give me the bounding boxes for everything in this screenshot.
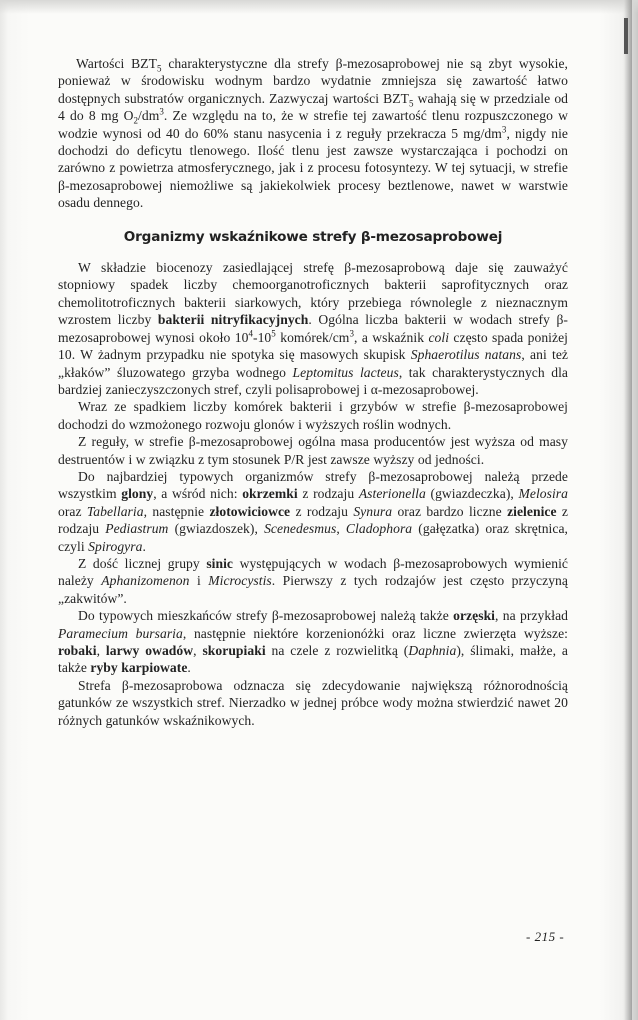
section-heading: Organizmy wskaźnikowe strefy β-mezosaprobowej [123, 228, 503, 245]
paragraph-bacteria: W składzie biocenozy zasiedlającej strefę β-mezosaprobową daje się zauważyć stopniowy spadek liczby chemoorganotroficznych bakterii saprofitycznych oraz chemolitotroficznych bakterii siarkowych, który przebiega równolegle z nieznacznym wzrostem liczby bakterii nitryfikacyjnych. Ogólna liczba bakterii w wodach strefy β-mezosaprobowej wynosi około $10^4-10^5$ komórek/$cm^3$, a wskaźnik coli często spada poniżej 10. W żadnym przypadku nie spotyka się masowych skupisk Sphaerotilus natans, ani też „kłaków” śluzowatego grzyba wodnego Leptomitus lacteus, tak charakterystycznych dla bardziej zanieczyszczonych stref, czyli polisaprobowej i α-mezosaprobowej. [58, 260, 569, 397]
page-number: - 215 - [526, 929, 565, 944]
page-content [58, 55, 568, 729]
paragraph-diversity: Strefa β-mezosaprobowa odznacza się zdecydowanie największą różnorodnością gatunków ze wszystkich stref. Nierzadko w jednej próbce wody można stwierdzić nawet 20 różnych gatunków wskaźnikowych. [58, 677, 568, 728]
scan-top-shadow [0, 0, 638, 14]
paragraph-typical-organisms: Do najbardziej typowych organizmów strefy β-mezosaprobowej należą przede wszystkim glony, a wśród nich: okrzemki z rodzaju Asterionella (gwiazdeczka), Melosira oraz Tabellaria, następnie złotowiciowce z rodzaju Synura oraz bardzo liczne zielenice z rodzaju Pediastrum (gwiazdoszek), Scenedesmus, Cladophora (gałęzatka) oraz skrętnica, czyli Spirogyra. [58, 468, 568, 554]
paragraph-producers: Z reguły, w strefie β-mezosaprobowej ogólna masa producentów jest wyższa od masy destruentów i w związku z tym stosunek P/R jest zawsze wyższy od jedności. [58, 434, 568, 467]
paragraph-algae-growth: Wraz ze spadkiem liczby komórek bakterii i grzybów w strefie β-mezosaprobowej dochodzi do wzmożonego rozwoju glonów i wyższych roślin wodnych. [58, 399, 568, 432]
scan-edge-mark [624, 18, 628, 54]
scan-right-edge [624, 0, 632, 1020]
paragraph-cyanobacteria: Z dość licznej grupy sinic występujących w wodach β-mezosaprobowych wymienić należy Aphanizomenon i Microcystis. Pierwszy z tych rodzajów jest często przyczyną „zakwitów”. [58, 555, 568, 606]
paragraph-bzt5: Wartości $BZT_5$ charakterystyczne dla strefy β-mezosaprobowej nie są zbyt wysokie, ponieważ w środowisku wodnym bardzo wydatnie zmniejsza się zawartość łatwo dostępnych substratów organicznych. Zazwyczaj wartości $BZT_5$ wahają się w przedziale od 4 do 8 mg $O_2/dm^3$. Ze względu na to, że w strefie tej zawartość tlenu rozpuszczonego w wodzie wynosi od 40 do 60% stanu nasycenia i z reguły przekracza 5 $mg/dm^3$, nigdy nie dochodzi do deficytu tlenowego. Ilość tlenu jest zawsze wystarczająca i pochodzi on zarówno z powietrza atmosferycznego, jak i z procesu fotosyntezy. W tej sytuacji, w strefie β-mezosaprobowej niemożliwe są jakiekolwiek procesy beztlenowe, nawet w warstwie osadu dennego. [58, 56, 569, 211]
paragraph-animals: Do typowych mieszkańców strefy β-mezosaprobowej należą także orzęski, na przykład Paramecium bursaria, następnie niektóre korzenionóżki oraz liczne zwierzęta wyższe: robaki, larwy owadów, skorupiaki na czele z rozwielitką (Daphnia), ślimaki, małże, a także ryby karpiowate. [58, 608, 569, 676]
